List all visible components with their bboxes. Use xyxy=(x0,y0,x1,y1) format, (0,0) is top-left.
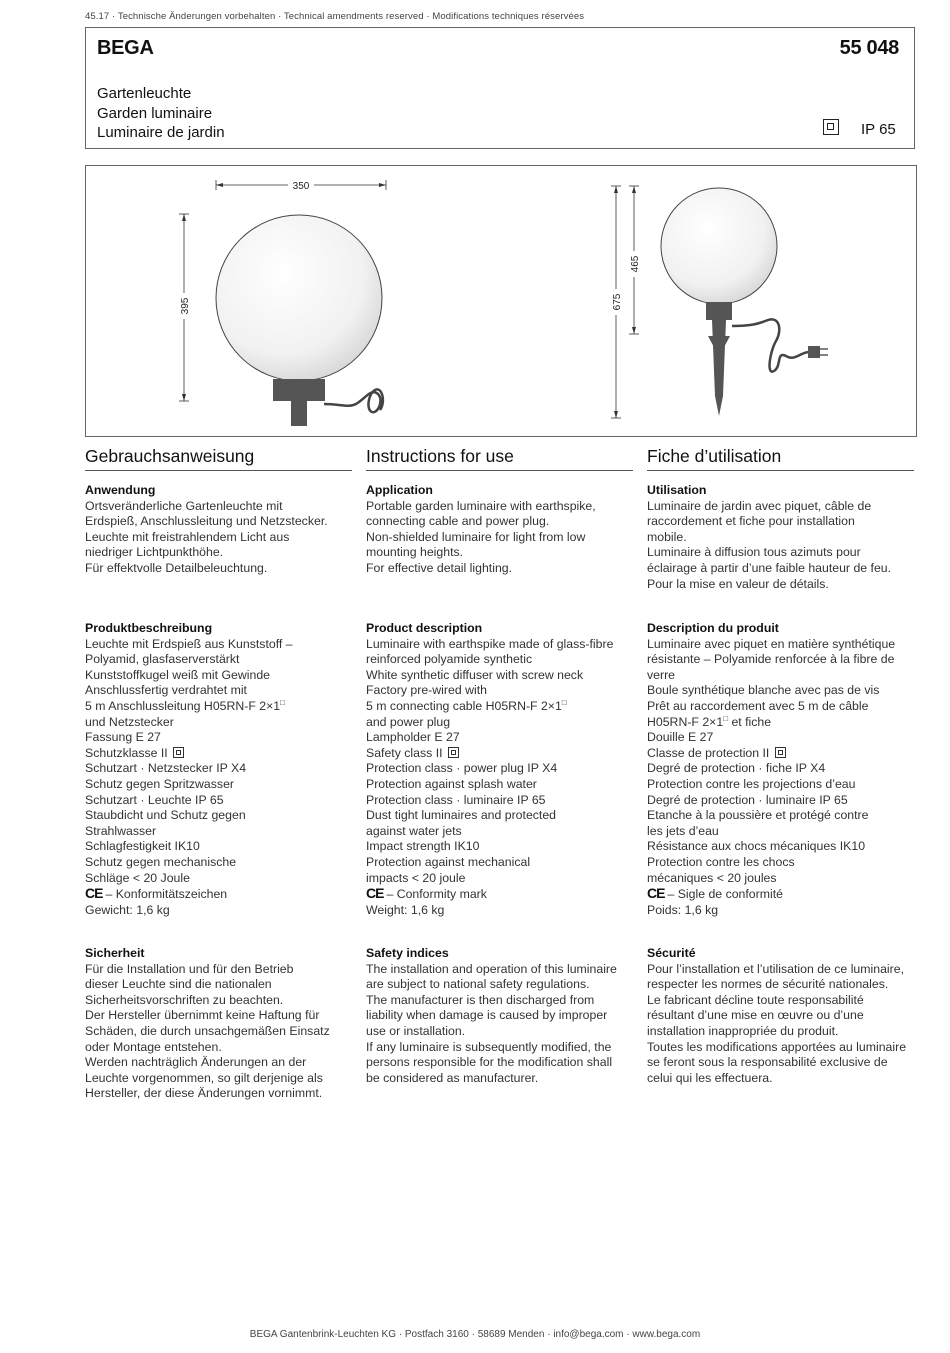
text-line xyxy=(85,699,365,715)
text-line: Leuchte mit freistrahlendem Licht aus xyxy=(85,529,290,544)
text-line: and power plug xyxy=(366,714,451,729)
text-line: raccordement et fiche pour installation xyxy=(647,514,855,529)
text-line: Protection contre les chocs xyxy=(647,854,795,869)
ce-mark-icon: CE xyxy=(85,885,103,902)
product-name-fr: Luminaire de jardin xyxy=(97,124,225,141)
brand-name: BEGA xyxy=(97,37,154,59)
revision-note: 45.17 · Technische Änderungen vorbehalten · Technical amendments reserved · Modifications techniques réservées xyxy=(85,11,585,22)
text-line: Protection class · luminaire IP 65 xyxy=(366,792,546,807)
text-line: Douille E 27 xyxy=(647,730,714,745)
product-header xyxy=(85,27,915,149)
text-line: Le fabricant décline toute responsabilité xyxy=(647,992,864,1007)
text-line xyxy=(647,886,927,903)
dim-total: 675 xyxy=(612,293,623,311)
text-line: Ortsveränderliche Gartenleuchte mit xyxy=(85,498,283,513)
text-line-content: 5 m Anschlussleitung H05RN-F 2×1 xyxy=(85,698,281,713)
text-line: Non-shielded luminaire for light from low xyxy=(366,529,586,544)
text-line: Degré de protection · luminaire IP 65 xyxy=(647,792,848,807)
text-line: For effective detail lighting. xyxy=(366,560,513,575)
text-line: Schutzart · Netzstecker IP X4 xyxy=(85,761,247,776)
protection-class-ii-icon xyxy=(775,747,786,758)
text-line-content: Schutzklasse II xyxy=(85,745,168,760)
section-heading: Sécurité xyxy=(647,946,696,960)
text-line: éclairage à partir d’une faible hauteur de feu. xyxy=(647,560,892,575)
product-name-en: Garden luminaire xyxy=(97,104,213,122)
text-line: mobile. xyxy=(647,529,687,544)
column-title-fr: Fiche d’utilisation xyxy=(647,446,914,471)
text-line: Pour l’installation et l’utilisation de ce luminaire, xyxy=(647,961,904,976)
text-line: Anschlussfertig verdrahtet mit xyxy=(85,683,247,698)
text-line: Schutzart · Leuchte IP 65 xyxy=(85,792,224,807)
text-line: Lampholder E 27 xyxy=(366,730,460,745)
text-line: Leuchte mit Erdspieß aus Kunststoff – xyxy=(85,636,293,651)
text-line: persons responsible for the modification shall xyxy=(366,1055,613,1070)
text-line: Luminaire with earthspike made of glass-fibre xyxy=(366,636,614,651)
drawing-svg xyxy=(86,166,917,437)
text-line-content: 5 m connecting cable H05RN-F 2×1 xyxy=(366,698,562,713)
ip-rating: IP 65 xyxy=(861,121,896,138)
front-view xyxy=(177,178,386,426)
text-line-tail: et fiche xyxy=(728,714,772,729)
text-line: Schlagfestigkeit IK10 xyxy=(85,839,200,854)
text-line: résultant d’une mise en œuvre ou d’une xyxy=(647,1008,864,1023)
text-line: Résistance aux chocs mécaniques IK10 xyxy=(647,839,866,854)
text-line: celui qui les effectuera. xyxy=(647,1070,773,1085)
text-line: Impact strength IK10 xyxy=(366,839,480,854)
text-line xyxy=(366,699,646,715)
text-line-content: – Konformitätszeichen xyxy=(105,887,228,902)
article-number: 55 048 xyxy=(839,37,899,59)
text-line: If any luminaire is subsequently modified, the xyxy=(366,1039,612,1054)
section-produktbeschreibung xyxy=(85,621,365,918)
text-line: Weight: 1,6 kg xyxy=(366,902,445,917)
text-line: Poids: 1,6 kg xyxy=(647,902,719,917)
section-utilisation xyxy=(647,483,927,592)
section-heading: Anwendung xyxy=(85,483,156,497)
section-sicherheit xyxy=(85,946,365,1102)
text-line: mounting heights. xyxy=(366,545,464,560)
section-product-description xyxy=(366,621,646,918)
text-line-content: Classe de protection II xyxy=(647,745,770,760)
section-heading: Application xyxy=(366,483,433,497)
text-line: résistante – Polyamide renforcée à la fibre de xyxy=(647,652,895,667)
section-application xyxy=(366,483,646,577)
side-view xyxy=(609,186,828,418)
text-line xyxy=(647,715,927,731)
section-anwendung xyxy=(85,483,365,577)
text-line: Protection against mechanical xyxy=(366,854,531,869)
text-line: Polyamid, glasfaserverstärkt xyxy=(85,652,240,667)
dim-above-ground: 465 xyxy=(630,255,641,273)
text-line-content: – Sigle de conformité xyxy=(667,887,783,902)
section-description-du-produit xyxy=(647,621,927,918)
column-title-de: Gebrauchsanweisung xyxy=(85,446,352,471)
section-heading: Safety indices xyxy=(366,946,449,960)
text-line: les jets d’eau xyxy=(647,823,719,838)
text-line: Gewicht: 1,6 kg xyxy=(85,902,170,917)
text-line: Für die Installation und für den Betrieb xyxy=(85,961,294,976)
text-line: Factory pre-wired with xyxy=(366,683,487,698)
text-line xyxy=(366,886,646,903)
section-heading: Produktbeschreibung xyxy=(85,621,213,635)
text-line: impacts < 20 joule xyxy=(366,870,466,885)
text-line: connecting cable and power plug. xyxy=(366,514,550,529)
text-line: niedriger Lichtpunkthöhe. xyxy=(85,545,224,560)
text-line: be considered as manufacturer. xyxy=(366,1070,539,1085)
text-line: Strahlwasser xyxy=(85,823,157,838)
text-line xyxy=(647,746,927,762)
text-line-content: H05RN-F 2×1 xyxy=(647,714,724,729)
text-line: Portable garden luminaire with earthspike, xyxy=(366,498,596,513)
text-line: use or installation. xyxy=(366,1023,466,1038)
text-line: Degré de protection · fiche IP X4 xyxy=(647,761,826,776)
text-line: reinforced polyamide synthetic xyxy=(366,652,533,667)
section-heading: Sicherheit xyxy=(85,946,145,960)
square-suffix: □ xyxy=(280,697,285,707)
text-line: mécaniques < 20 joules xyxy=(647,870,777,885)
text-line: Sicherheitsvorschriften zu beachten. xyxy=(85,992,284,1007)
text-line: against water jets xyxy=(366,823,462,838)
dim-width: 350 xyxy=(292,181,310,192)
text-line: The manufacturer is then discharged from xyxy=(366,992,595,1007)
text-line: Protection class · power plug IP X4 xyxy=(366,761,558,776)
column-de xyxy=(85,446,352,1101)
protection-class-ii-icon xyxy=(173,747,184,758)
section-securite xyxy=(647,946,927,1086)
text-line: installation inappropriée du produit. xyxy=(647,1023,839,1038)
text-line-content: – Conformity mark xyxy=(386,887,487,902)
text-line: Leuchte vorgenommen, so gilt derjenige als xyxy=(85,1070,323,1085)
ce-mark-icon: CE xyxy=(366,885,384,902)
text-line: oder Montage entstehen. xyxy=(85,1039,222,1054)
text-line: Für effektvolle Detailbeleuchtung. xyxy=(85,560,268,575)
square-suffix: □ xyxy=(561,697,567,707)
text-line: Etanche à la poussière et protégé contre xyxy=(647,808,869,823)
column-en xyxy=(366,446,633,1085)
text-line: Staubdicht und Schutz gegen xyxy=(85,808,246,823)
ce-mark-icon: CE xyxy=(647,885,665,902)
text-line: Prêt au raccordement avec 5 m de câble xyxy=(647,698,869,713)
protection-class-ii-icon xyxy=(448,747,459,758)
text-line xyxy=(85,746,365,762)
text-line: Protection contre les projections d’eau xyxy=(647,776,856,791)
square-suffix: □ xyxy=(723,713,729,723)
text-line: The installation and operation of this luminaire xyxy=(366,961,617,976)
column-title-en: Instructions for use xyxy=(366,446,633,471)
text-line: Toutes les modifications apportées au luminaire xyxy=(647,1039,907,1054)
section-heading: Product description xyxy=(366,621,483,635)
text-line: Schutz gegen mechanische xyxy=(85,854,237,869)
text-line: respecter les normes de sécurité nationales. xyxy=(647,977,889,992)
column-fr xyxy=(647,446,914,1085)
text-line: Fassung E 27 xyxy=(85,730,161,745)
text-line: Kunststoffkugel weiß mit Gewinde xyxy=(85,667,270,682)
section-heading: Description du produit xyxy=(647,621,779,635)
text-line: Pour la mise en valeur de détails. xyxy=(647,576,829,591)
text-line: White synthetic diffuser with screw neck xyxy=(366,667,584,682)
protection-class-ii-icon xyxy=(823,119,839,135)
section-heading: Utilisation xyxy=(647,483,707,497)
text-line: Schläge < 20 Joule xyxy=(85,870,190,885)
text-line: Protection against splash water xyxy=(366,776,537,791)
product-name-de: Gartenleuchte xyxy=(97,85,192,102)
text-line: verre xyxy=(647,667,676,682)
text-line: liability when damage is caused by improper xyxy=(366,1008,608,1023)
text-line: Schutz gegen Spritzwasser xyxy=(85,776,235,791)
text-line: und Netzstecker xyxy=(85,714,174,729)
product-names xyxy=(97,84,225,143)
section-safety-indices xyxy=(366,946,646,1086)
text-line: Luminaire de jardin avec piquet, câble de xyxy=(647,498,872,513)
text-line-content: Safety class II xyxy=(366,745,443,760)
text-line: Luminaire avec piquet en matière synthétique xyxy=(647,636,896,651)
text-line: Dust tight luminaires and protected xyxy=(366,808,557,823)
text-line xyxy=(366,746,646,762)
text-line: Erdspieß, Anschlussleitung und Netzstecker. xyxy=(85,514,328,529)
text-line: are subject to national safety regulations. xyxy=(366,977,590,992)
text-line: Schäden, die durch unsachgemäßen Einsatz xyxy=(85,1023,330,1038)
text-line: Hersteller, der diese Änderungen vornimmt. xyxy=(85,1086,323,1101)
text-line xyxy=(85,886,365,903)
text-line: Boule synthétique blanche avec pas de vis xyxy=(647,683,880,698)
text-line: Werden nachträglich Änderungen an der xyxy=(85,1055,307,1070)
text-line: Luminaire à diffusion tous azimuts pour xyxy=(647,545,861,560)
technical-drawing xyxy=(85,165,917,437)
dim-height: 395 xyxy=(180,297,191,315)
text-line: dieser Leuchte sind die nationalen xyxy=(85,977,272,992)
text-line: se feront sous la responsabilité exclusive de xyxy=(647,1055,888,1070)
footer-address: BEGA Gantenbrink-Leuchten KG · Postfach 3160 · 58689 Menden · info@bega.com · www.bega.com xyxy=(249,1329,701,1340)
text-line: Der Hersteller übernimmt keine Haftung für xyxy=(85,1008,320,1023)
